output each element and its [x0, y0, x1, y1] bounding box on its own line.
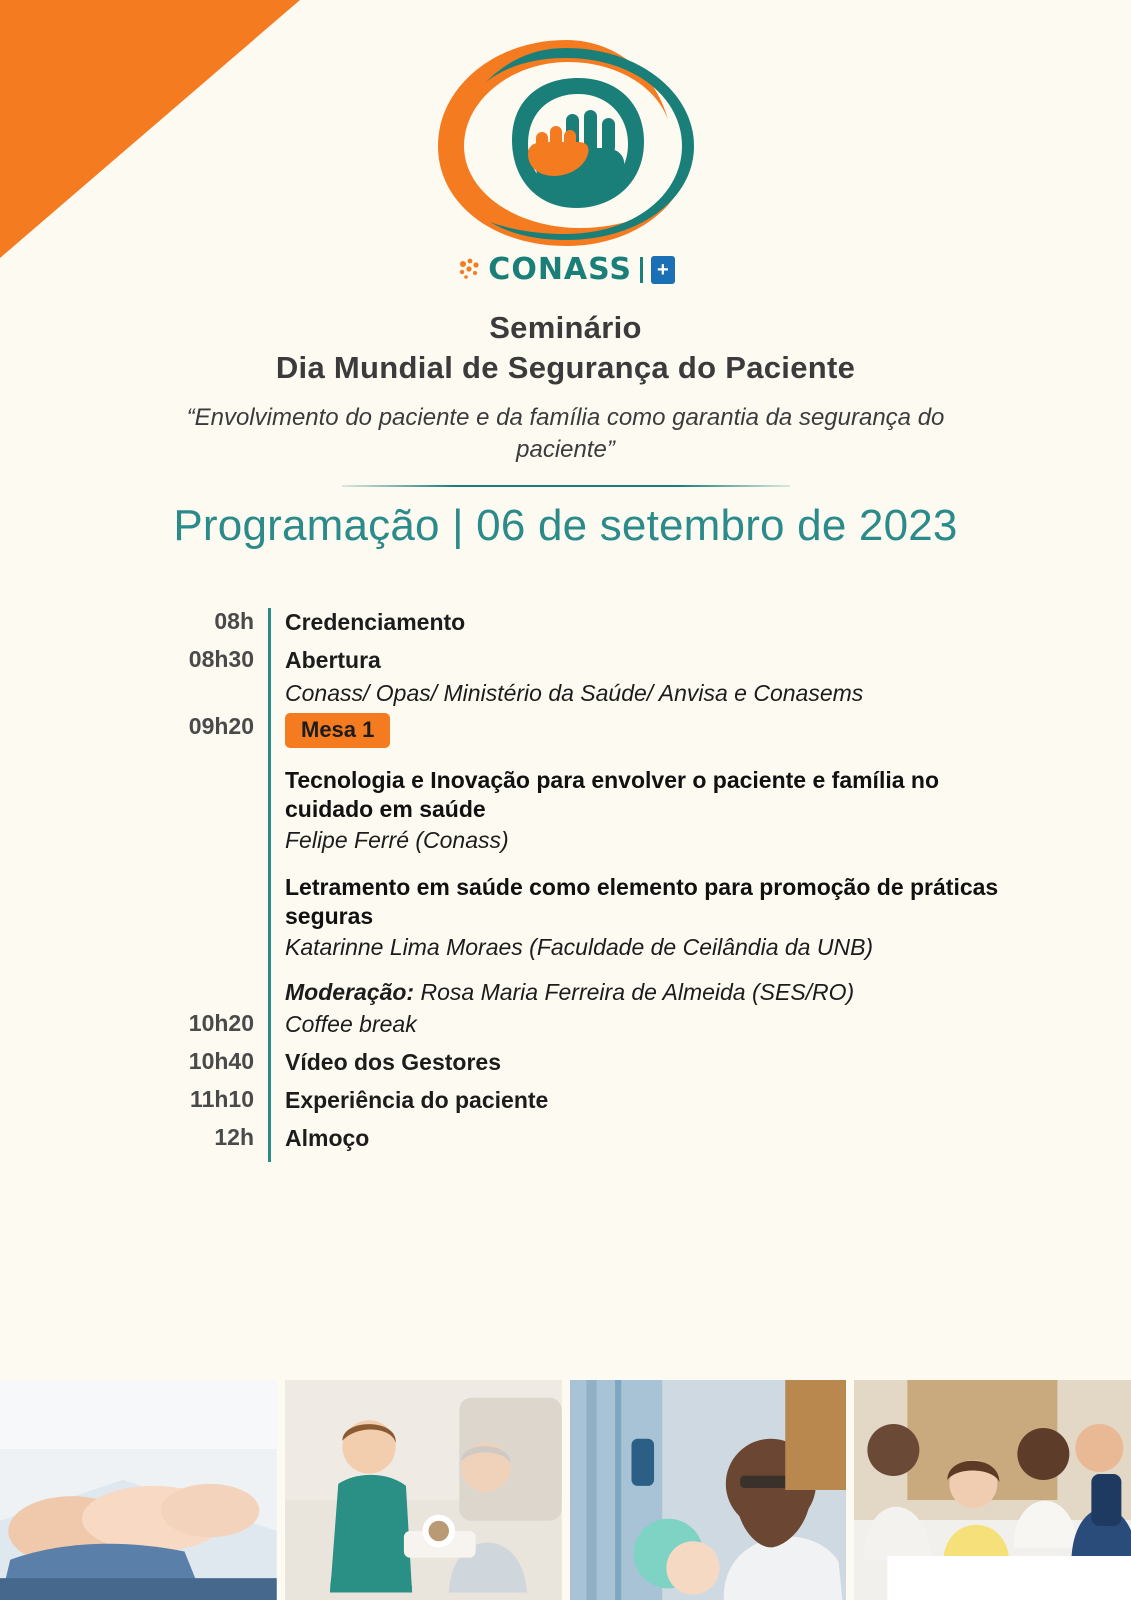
- schedule-row-mesa-1: [160, 713, 1020, 1011]
- schedule-row-accent-bar: [268, 1124, 271, 1162]
- talk-title: Tecnologia e Inovação para envolver o paciente e família no cuidado em saúde: [285, 766, 940, 822]
- schedule-item-title: Experiência do paciente: [285, 1087, 549, 1114]
- talk-speaker: Katarinne Lima Moraes (Faculdade de Ceilândia da UNB): [285, 934, 874, 961]
- schedule-row-experiencia-paciente: [160, 1086, 1020, 1124]
- photo-care-team-bedside: [854, 1380, 1131, 1600]
- schedule-row-accent-bar: [268, 1048, 271, 1086]
- page-subtitle: “Envolvimento do paciente e da família como garantia da segurança do paciente”: [186, 404, 945, 464]
- schedule-row-coffee-break: [160, 1010, 1020, 1048]
- status-badge-mesa-1: Mesa 1: [285, 713, 390, 748]
- title-divider: [342, 485, 790, 487]
- moderation-name: Rosa Maria Ferreira de Almeida (SES/RO): [414, 979, 855, 1006]
- header-block: [0, 310, 1131, 551]
- schedule-row-video-gestores: [160, 1048, 1020, 1086]
- photo-hands-holding: [0, 1380, 277, 1600]
- schedule-item-title: Almoço: [285, 1125, 370, 1152]
- talk-item-2: [285, 873, 1020, 963]
- program-title: Programação | 06 de setembro de 2023: [173, 500, 958, 550]
- schedule-row-abertura: [160, 646, 1020, 713]
- moderation-line: [285, 979, 1020, 1006]
- schedule-row-accent-bar: [268, 1086, 271, 1124]
- schedule-item-title: Credenciamento: [285, 609, 466, 635]
- page-title-line1: Seminário: [489, 310, 642, 345]
- schedule-item-title: Coffee break: [285, 1011, 417, 1038]
- talk-title: Letramento em saúde como elemento para promoção de práticas seguras: [285, 874, 999, 930]
- schedule-row-almoco: [160, 1124, 1020, 1162]
- page-title-line2: Dia Mundial de Segurança do Paciente: [275, 350, 856, 385]
- talk-item-1: [285, 766, 1020, 856]
- schedule-time: 10h20: [188, 1010, 254, 1037]
- schedule-row-accent-bar: [268, 646, 271, 713]
- schedule-time: 09h20: [188, 712, 254, 739]
- conass-logo: [0, 28, 1131, 287]
- sparkle-icon: [456, 257, 482, 283]
- schedule-row-credenciamento: [160, 608, 1020, 646]
- schedule-time: 12h: [214, 1124, 254, 1151]
- photo-nurse-elderly-woman: [285, 1380, 562, 1600]
- schedule-time: 10h40: [188, 1048, 254, 1075]
- talk-speaker: Felipe Ferré (Conass): [285, 826, 509, 853]
- photo-strip: [0, 1380, 1131, 1600]
- schedule-time: 08h30: [188, 646, 254, 672]
- schedule-row-accent-bar: [268, 1010, 271, 1048]
- moderation-label: Moderação:: [285, 979, 415, 1006]
- schedule-row-accent-bar: [268, 713, 271, 1011]
- photo-doctor-newborn: [570, 1380, 847, 1600]
- schedule-item-title: Vídeo dos Gestores: [285, 1049, 502, 1076]
- hands-circle-logo-icon: [416, 28, 716, 258]
- schedule-list: [160, 608, 1020, 1162]
- logo-wordmark: CONASS: [488, 252, 633, 287]
- schedule-time: 08h: [214, 608, 254, 634]
- schedule-row-accent-bar: [268, 608, 271, 646]
- logo-divider: [640, 257, 643, 283]
- logo-plus-badge: +: [651, 256, 675, 284]
- schedule-item-subtitle: Conass/ Opas/ Ministério da Saúde/ Anvisa e Conasems: [285, 679, 864, 706]
- schedule-item-title: Abertura: [285, 647, 381, 673]
- schedule-time: 11h10: [190, 1086, 254, 1113]
